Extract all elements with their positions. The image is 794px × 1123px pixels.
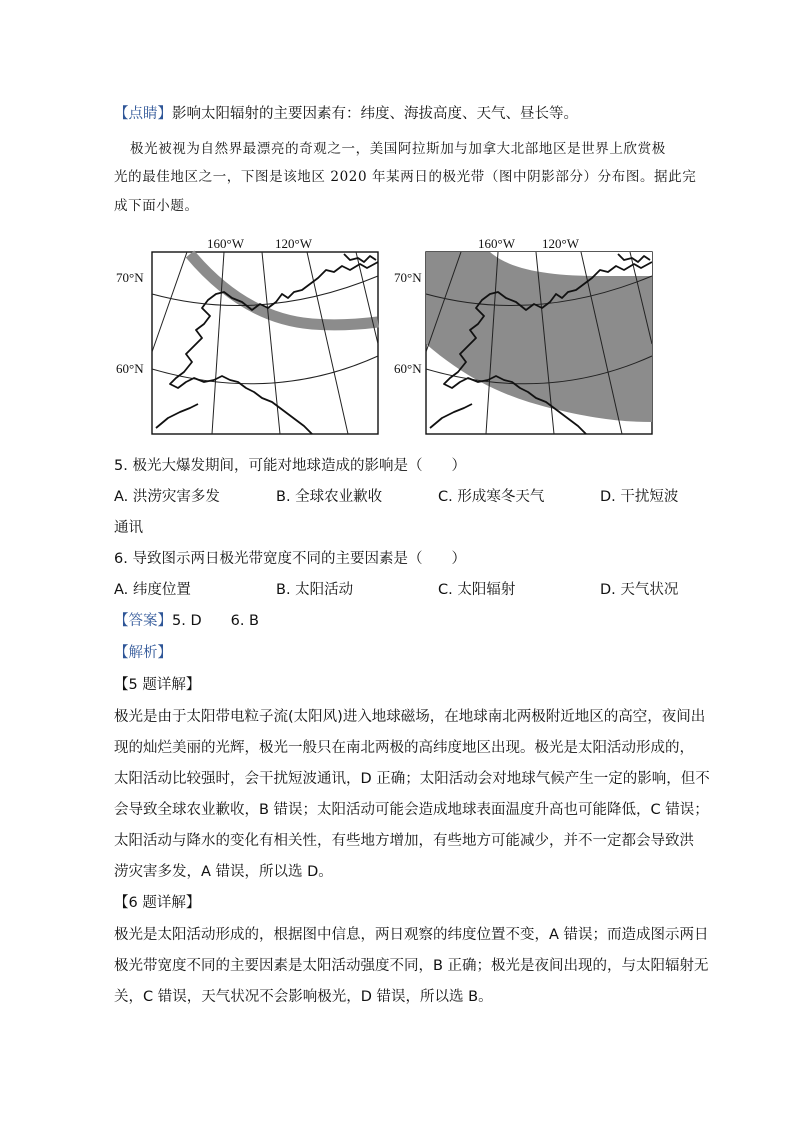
q5-option-b: B. 全球农业歉收 [276, 489, 383, 505]
q5-stem: 5. 极光大爆发期间，可能对地球造成的影响是（ ） [114, 458, 466, 474]
intro-line-1: 极光被视为自然界最漂亮的奇观之一，美国阿拉斯加与加拿大北部地区是世界上欣赏极 [130, 141, 666, 157]
aurora-map-day-2 [390, 232, 672, 438]
aurora-map-day-1 [112, 232, 394, 438]
tip-text: 影响太阳辐射的主要因素有：纬度、海拔高度、天气、昼长等。 [172, 106, 578, 122]
tip-label: 【点睛】 [114, 106, 172, 122]
q6-option-b: B. 太阳活动 [276, 582, 354, 598]
detail5-line-4: 会导致全球农业歉收，B 错误；太阳活动可能会造成地球表面温度升高也可能降低，C 错误； [114, 802, 709, 818]
q6-stem: 6. 导致图示两日极光带宽度不同的主要因素是（ ） [114, 551, 466, 567]
map2-lat-60-label: 60°N [394, 361, 422, 376]
map2-lat-70-label: 70°N [394, 270, 422, 285]
intro-line-3: 成下面小题。 [114, 198, 199, 214]
map1-lon-160-label: 160°W [207, 236, 244, 251]
q6-option-a: A. 纬度位置 [114, 582, 191, 598]
map1-lat-60-label: 60°N [116, 361, 144, 376]
detail5-line-1: 极光是由于太阳带电粒子流(太阳风)进入地球磁场，在地球南北两极附近地区的高空，夜间出 [114, 709, 706, 725]
analysis-label: 【解析】 [114, 645, 172, 661]
answer-text: 5. D 6. B [172, 613, 259, 629]
map2-lon-160-label: 160°W [478, 236, 515, 251]
intro-line-2: 光的最佳地区之一，下图是该地区 2020 年某两日的极光带（图中阴影部分）分布图。据此完 [114, 169, 697, 185]
detail5-label: 【5 题详解】 [114, 677, 201, 693]
detail6-label: 【6 题详解】 [114, 895, 201, 911]
map1-lon-120-label: 120°W [275, 236, 312, 251]
detail6-line-3: 关，C 错误，天气状况不会影响极光，D 错误，所以选 B。 [114, 989, 493, 1005]
map1-lat-70-label: 70°N [116, 270, 144, 285]
detail6-line-2: 极光带宽度不同的主要因素是太阳活动强度不同，B 正确；极光是夜间出现的，与太阳辐射无 [114, 958, 709, 974]
q5-option-d: D. 干扰短波 [600, 489, 679, 505]
detail5-line-6: 涝灾害多发，A 错误，所以选 D。 [114, 864, 333, 880]
q6-option-d: D. 天气状况 [600, 582, 679, 598]
q5-option-a: A. 洪涝灾害多发 [114, 489, 220, 505]
detail5-line-5: 太阳活动与降水的变化有相关性，有些地方增加，有些地方可能减少，并不一定都会导致洪 [114, 833, 694, 849]
detail5-line-3: 太阳活动比较强时，会干扰短波通讯，D 正确；太阳活动会对地球气候产生一定的影响，但不 [114, 771, 710, 787]
q5-option-c: C. 形成寒冬天气 [438, 489, 545, 505]
answer-label: 【答案】 [114, 613, 172, 629]
detail5-line-2: 现的灿烂美丽的光辉，极光一般只在南北两极的高纬度地区出现。极光是太阳活动形成的， [114, 740, 694, 756]
map2-lon-120-label: 120°W [542, 236, 579, 251]
q6-option-c: C. 太阳辐射 [438, 582, 516, 598]
q5-option-d-cont: 通讯 [114, 520, 143, 536]
tip-line [114, 104, 578, 124]
detail6-line-1: 极光是太阳活动形成的，根据图中信息，两日观察的纬度位置不变，A 错误；而造成图示两日 [114, 927, 709, 943]
answer-line [114, 611, 259, 631]
